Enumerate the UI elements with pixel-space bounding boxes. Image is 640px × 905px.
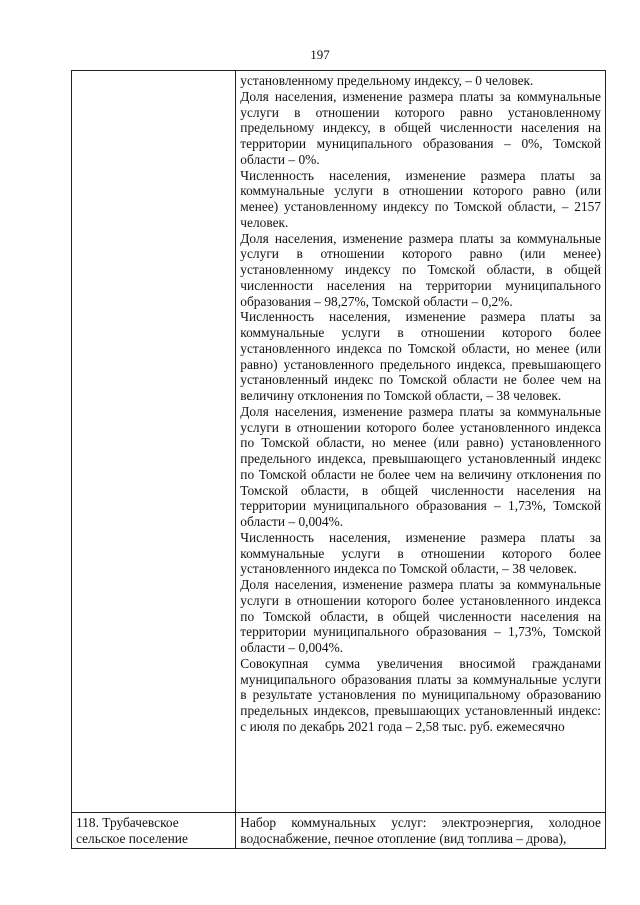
paragraph: Набор коммунальных услуг: электроэнергия, холодное водоснабжение, печное отопление (вид топлива – дрова), — [240, 815, 601, 846]
paragraph: Доля населения, изменение размера платы за коммунальные услуги в отношении которого более установленного индекса по Томской области, в общей численности населения на территории муниципального образования – 1,73%, Томской области – 0,004%. — [240, 577, 601, 655]
paragraph: Численность населения, изменение размера платы за коммунальные услуги в отношении которого более установленного индекса по Томской области, – 38 человек. — [240, 529, 601, 577]
paragraph: Доля населения, изменение размера платы за коммунальные услуги в отношении которого равно установленному предельному индексу, в общей численности населения на территории муниципального образования – 0%, Томской области – 0%. — [240, 88, 601, 167]
document-table — [71, 70, 606, 849]
paragraph: установленному предельному индексу, – 0 человек. — [240, 73, 534, 88]
paragraph: Совокупная сумма увеличения вносимой гражданами муниципального образования платы за коммунальные услуги в результате установления по муниципальному образованию предельных индексов, превышающих установленный индекс: с июля по декабрь 2021 года – 2,58 тыс. руб. ежемесячно — [240, 655, 601, 734]
paragraph: Численность населения, изменение размера платы за коммунальные услуги в отношении которого равно (или менее) установленному индексу по Томской области, – 2157 человек. — [240, 167, 601, 230]
table-row — [72, 813, 606, 849]
table-cell-description — [236, 71, 606, 813]
table-cell-municipality — [72, 813, 236, 849]
municipality-name: 118. Трубачевское сельское поселение — [76, 815, 188, 846]
table-cell-municipality — [72, 71, 236, 813]
paragraph: Численность населения, изменение размера платы за коммунальные услуги в отношении которого более установленного индекса по Томской области, но менее (или равно) установленного предельного индекса, превышающего установленный индекс по Томской области не более чем на величину отклонения по Томской области, – 38 человек. — [240, 309, 601, 403]
page-number: 197 — [310, 47, 330, 62]
table-row — [72, 71, 606, 813]
table-cell-description — [236, 813, 606, 849]
paragraph: Доля населения, изменение размера платы за коммунальные услуги в отношении которого равно (или менее) установленному индексу по Томской области, в общей численности населения на территории муниципального образования – 98,27%, Томской области – 0,2%. — [240, 230, 601, 309]
paragraph: Доля населения, изменение размера платы за коммунальные услуги в отношении которого более установленного индекса по Томской области, но менее (или равно) установленного предельного индекса, превышающего установленный индекс по Томской области не более чем на величину отклонения по Томской области, в общей численности населения на территории муниципального образования – 1,73%, Томской области – 0,004%. — [240, 403, 601, 529]
municipality-name — [72, 71, 235, 74]
